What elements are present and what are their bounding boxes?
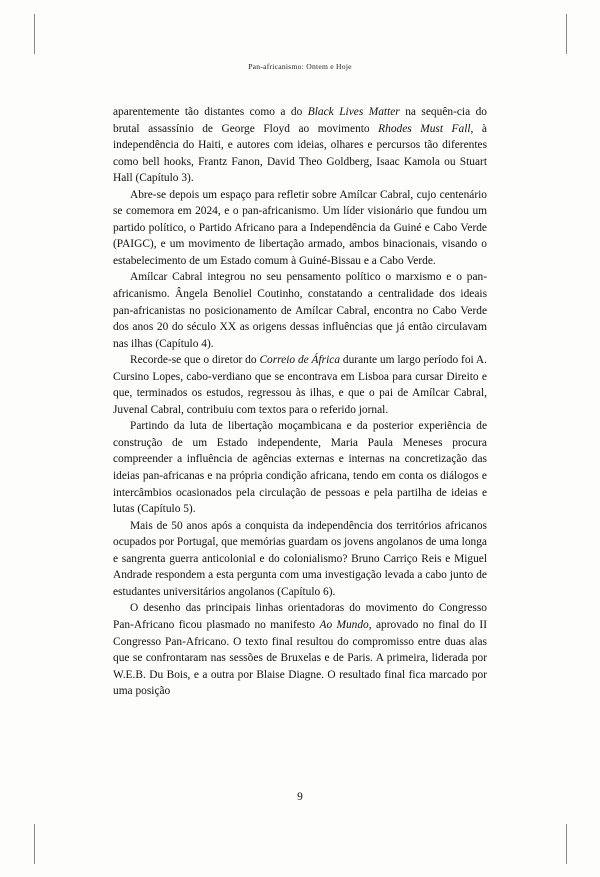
text-run: , aprovado no final do II Congresso Pan-Africano. O texto final resultou do compromisso entre duas alas que se confrontaram nas sessões de Bruxelas e de Paris. A primeira, liderada por W.E.B. Du Bois, e a outra por Blaise Diagne. O resultado final fica marcado por uma posição bbox=[113, 618, 487, 698]
text-run: Amílcar Cabral integrou no seu pensamento político o marxismo e o pan-africanismo. Ângela Benoliel Coutinho, constatando a centralidade dos ideais pan-africanistas no posicionamento de Amílcar Cabral, encontra no Cabo Verde dos anos 20 do século XX as origens dessas influências que já então circulavam nas ilhas (Capítulo 4). bbox=[113, 271, 487, 350]
crop-mark-top-left bbox=[34, 14, 35, 54]
paragraph bbox=[113, 518, 487, 601]
crop-mark-bottom-left bbox=[34, 824, 35, 864]
text-run: O desenho das principais linhas orientadoras do movimento do Congresso Pan-Africano ficou plasmado no manifesto bbox=[113, 602, 487, 631]
crop-mark-bottom-right bbox=[566, 824, 567, 864]
text-run: Abre-se depois um espaço para refletir sobre Amílcar Cabral, cujo centenário se comemora em 2024, e o pan-africanismo. Um líder visionário que fundou um partido político, o Partido Africano para a Independência da Guiné e Cabo Verde (PAIGC), e um movimento de libertação armado, ambos binacionais, visando o estabelecimento de um Estado comum à Guiné-Bissau e a Cabo Verde. bbox=[113, 188, 487, 267]
paragraph bbox=[113, 418, 487, 517]
italic-run: Black Lives Matter bbox=[307, 106, 400, 118]
paragraph bbox=[113, 352, 487, 418]
text-run: , à independência do Haiti, e autores com ideias, olhares e percursos tão diferentes como bell hooks, Frantz Fanon, David Theo Goldberg, Isaac Kamola ou Stuart Hall (Capítulo 3). bbox=[113, 122, 487, 185]
text-run: na sequên-cia do brutal assassínio de George Floyd ao movimento bbox=[113, 106, 488, 135]
text-run: Partindo da luta de libertação moçambicana e da posterior experiência de construção de um Estado independente, Maria Paula Meneses procura compreender a influência de agências externas e internas na concretização das ideias pan-africanas e na própria condição africana, tendo em conta os diálogos e intercâmbios ocasionados pela circulação de pessoas e pela partilha de ideias e lutas (Capítulo 5). bbox=[113, 420, 487, 516]
text-run: aparentemente tão distantes como a do bbox=[113, 106, 308, 118]
text-run: durante um largo período foi A. Cursino Lopes, cabo-verdiano que se encontrava em Lisboa para cursar Direito e que, terminados os estudos, regressou às ilhas, e que o pai de Amílcar Cabral, Juvenal Cabral, contribuiu com textos para o referido jornal. bbox=[113, 354, 487, 416]
page-number: 9 bbox=[297, 791, 303, 803]
body-text bbox=[113, 104, 487, 700]
running-head: Pan-africanismo: Ontem e Hoje bbox=[248, 62, 352, 71]
italic-run: Correio de África bbox=[259, 354, 341, 367]
text-run: Recorde-se que o diretor do bbox=[130, 354, 260, 367]
paragraph bbox=[113, 187, 487, 270]
crop-mark-top-right bbox=[566, 14, 567, 54]
paragraph bbox=[113, 269, 487, 352]
paragraph bbox=[113, 600, 487, 699]
italic-run: Ao Mundo bbox=[319, 618, 369, 631]
text-run: Mais de 50 anos após a conquista da independência dos territórios africanos ocupados por Portugal, que memórias guardam os jovens angolanos de uma longa e sangrenta guerra anticolonial e do colonialismo? Bruno Carriço Reis e Miguel Andrade respondem a esta pergunta com uma investigação levada a cabo junto de estudantes universitários angolanos (Capítulo 6). bbox=[113, 519, 487, 598]
paragraph bbox=[113, 104, 487, 187]
italic-run: Rhodes Must Fall bbox=[378, 122, 471, 135]
